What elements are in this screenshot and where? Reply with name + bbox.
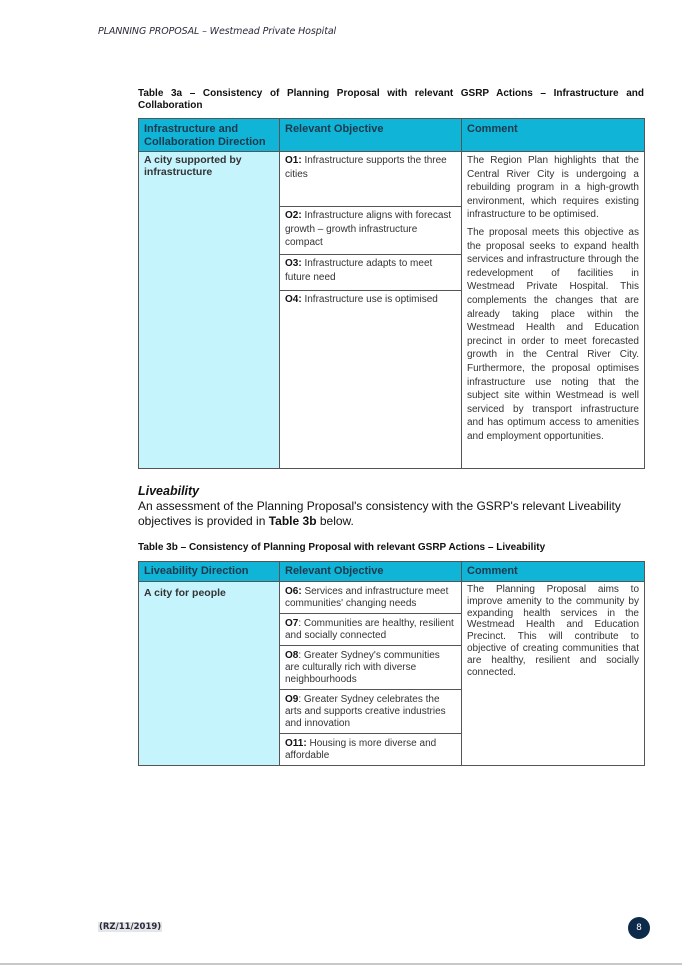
objective-cell — [280, 255, 462, 291]
objective-cell — [280, 582, 462, 614]
column-header: Liveability Direction — [139, 562, 280, 582]
objective-text: : Greater Sydney celebrates the arts and supports creative industries and innovation — [285, 694, 446, 729]
table-row — [139, 152, 645, 207]
comment-cell — [462, 152, 645, 469]
table-3a — [138, 118, 645, 469]
objective-cell — [280, 614, 462, 646]
column-header: Comment — [462, 562, 645, 582]
table-header-row — [139, 562, 645, 582]
objective-code: O4: — [285, 294, 302, 305]
objective-cell — [280, 646, 462, 690]
objective-code: O3: — [285, 258, 302, 269]
table-3b — [138, 561, 645, 766]
objective-text: Housing is more diverse and affordable — [285, 738, 437, 761]
column-header: Relevant Objective — [280, 562, 462, 582]
objective-code: O11: — [285, 738, 307, 749]
body-text: An assessment of the Planning Proposal's consistency with the GSRP's relevant Liveability objectives is provided in — [138, 499, 621, 528]
table-header-row — [139, 119, 645, 152]
objective-code: O1: — [285, 155, 302, 166]
objective-cell — [280, 734, 462, 766]
table-row — [139, 582, 645, 614]
objective-code: O2: — [285, 210, 302, 221]
objective-code: O7 — [285, 618, 299, 629]
comment-paragraph: The Region Plan highlights that the Central River City is undergoing a rebuilding program in a high-growth environment, which requires existing infrastructure to be optimised. — [467, 155, 639, 221]
objective-text: : Communities are healthy, resilient and socially connected — [285, 618, 454, 641]
objective-cell — [280, 291, 462, 469]
body-text: below. — [316, 513, 354, 528]
column-header: Infrastructure and Collaboration Direction — [139, 119, 280, 152]
objective-text: Infrastructure supports the three cities — [285, 155, 447, 180]
comment-paragraph: The proposal meets this objective as the proposal seeks to expand health services and infrastructure through the redevelopment of facilities in Westmead Private Hospital. This complements the changes that are already taking place within the Westmead Health and Education precinct in order to meet forecasted growth in the Central River City. Furthermore, the proposal optimises infrastructure use noting that the subject site within Westmead is well serviced by transport infrastructure and has optimum access to amenities and employment opportunities. — [467, 226, 639, 442]
objective-text: : Greater Sydney's communities are culturally rich with diverse neighbourhoods — [285, 650, 440, 685]
objective-cell — [280, 207, 462, 255]
objective-cell — [280, 690, 462, 734]
section-heading: Liveability — [138, 484, 200, 498]
objective-code: O6: — [285, 586, 302, 597]
objective-text: Services and infrastructure meet communities' changing needs — [285, 586, 449, 609]
objective-code: O8 — [285, 650, 299, 661]
objective-text: Infrastructure aligns with forecast growth – growth infrastructure compact — [285, 210, 452, 249]
objective-cell — [280, 152, 462, 207]
comment-cell: The Planning Proposal aims to improve amenity to the community by expanding health services in the Westmead Health and Education Precinct. This will contribute to objective of creating communities that are healthy, resilient and socially connected. — [462, 582, 645, 766]
objective-code: O9 — [285, 694, 299, 705]
objective-text: Infrastructure use is optimised — [301, 294, 438, 305]
table-3b-caption: Table 3b – Consistency of Planning Proposal with relevant GSRP Actions – Liveability — [138, 542, 546, 553]
running-header: PLANNING PROPOSAL – Westmead Private Hospital — [98, 26, 337, 37]
table-3a-caption: Table 3a – Consistency of Planning Proposal with relevant GSRP Actions – Infrastructure and Collaboration — [138, 88, 644, 111]
column-header: Relevant Objective — [280, 119, 462, 152]
objective-text: Infrastructure adapts to meet future need — [285, 258, 433, 283]
table-reference: Table 3b — [268, 513, 317, 528]
document-reference: (RZ/11/2019) — [99, 922, 162, 932]
page-number-badge: 8 — [628, 917, 650, 939]
section-body — [138, 499, 648, 528]
direction-cell: A city supported by infrastructure — [139, 152, 280, 469]
direction-cell: A city for people — [139, 582, 280, 766]
column-header: Comment — [462, 119, 645, 152]
